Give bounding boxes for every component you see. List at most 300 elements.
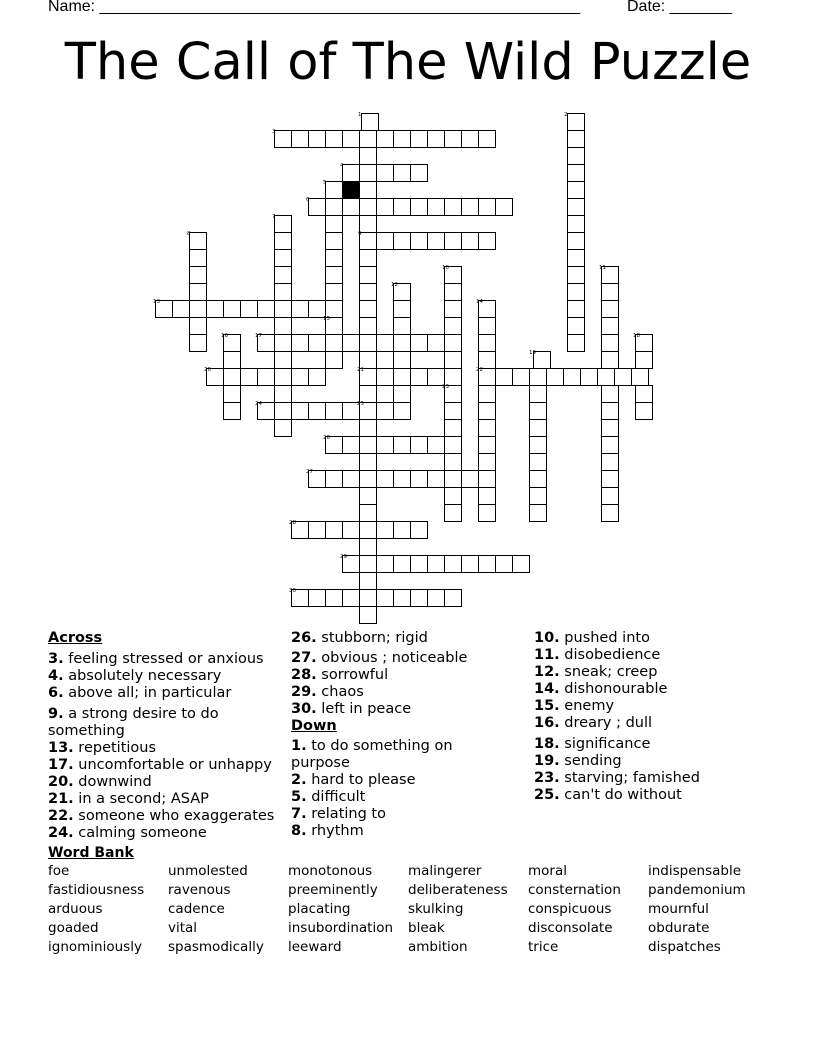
grid-cell[interactable] (275, 284, 292, 301)
grid-cell[interactable] (445, 284, 462, 301)
grid-cell[interactable] (326, 301, 343, 318)
clue-text: hard to please (311, 772, 416, 788)
grid-cell[interactable] (428, 233, 445, 250)
grid-cell[interactable] (530, 505, 547, 522)
grid-cell[interactable] (445, 556, 462, 573)
grid-cell[interactable] (602, 386, 619, 403)
grid-cell[interactable] (496, 556, 513, 573)
grid-cell[interactable] (326, 216, 343, 233)
grid-cell[interactable] (224, 369, 241, 386)
grid-cell[interactable] (602, 403, 619, 420)
grid-cell[interactable] (224, 386, 241, 403)
grid-cell[interactable] (360, 607, 377, 624)
grid-cell[interactable] (360, 471, 377, 488)
grid-cell[interactable] (275, 386, 292, 403)
word-bank-word: disconsolate (528, 920, 613, 936)
grid-cell[interactable] (445, 131, 462, 148)
grid-cell[interactable] (479, 556, 496, 573)
grid-cell[interactable] (462, 471, 479, 488)
word-bank-word: moral (528, 863, 567, 879)
grid-cell[interactable] (636, 386, 653, 403)
grid-cell[interactable] (360, 182, 377, 199)
grid-cell[interactable] (326, 131, 343, 148)
grid-cell[interactable] (445, 369, 462, 386)
grid-cell[interactable] (326, 250, 343, 267)
grid-cell[interactable] (479, 420, 496, 437)
grid-cell[interactable] (598, 369, 615, 386)
grid-cell[interactable] (568, 114, 585, 131)
grid-cell[interactable] (513, 556, 530, 573)
clue-number: 27. (291, 650, 317, 666)
word-bank-word: cadence (168, 901, 225, 917)
grid-cell[interactable] (568, 199, 585, 216)
grid-cell[interactable] (326, 182, 343, 199)
grid-cell[interactable] (479, 471, 496, 488)
grid-cell[interactable] (615, 369, 632, 386)
grid-clue-number: 18 (633, 333, 640, 339)
grid-cell[interactable] (534, 352, 551, 369)
grid-cell[interactable] (275, 420, 292, 437)
grid-clue-number: 7 (272, 214, 276, 220)
grid-cell[interactable] (275, 267, 292, 284)
grid-cell[interactable] (360, 420, 377, 437)
grid-cell[interactable] (445, 301, 462, 318)
clue-across-27 (291, 650, 526, 667)
clue-down-19 (534, 753, 769, 770)
grid-cell[interactable] (602, 437, 619, 454)
word-bank-word: ignominiously (48, 939, 142, 955)
grid-cell[interactable] (326, 352, 343, 369)
grid-cell[interactable] (445, 420, 462, 437)
word-bank-word: unmolested (168, 863, 248, 879)
grid-cell[interactable] (275, 403, 292, 420)
grid-cell[interactable] (377, 165, 394, 182)
grid-cell[interactable] (224, 403, 241, 420)
grid-cell[interactable] (343, 335, 360, 352)
grid-cell[interactable] (326, 284, 343, 301)
grid-cell[interactable] (326, 233, 343, 250)
grid-cell[interactable] (479, 454, 496, 471)
grid-cell[interactable] (530, 437, 547, 454)
grid-cell[interactable] (411, 199, 428, 216)
grid-cell[interactable] (224, 301, 241, 318)
grid-cell[interactable] (411, 131, 428, 148)
grid-cell[interactable] (530, 454, 547, 471)
grid-cell[interactable] (360, 284, 377, 301)
grid-cell[interactable] (445, 199, 462, 216)
grid-cell[interactable] (445, 590, 462, 607)
grid-cell[interactable] (190, 335, 207, 352)
grid-cell[interactable] (479, 233, 496, 250)
grid-cell[interactable] (360, 539, 377, 556)
grid-cell[interactable] (292, 131, 309, 148)
grid-cell[interactable] (636, 403, 653, 420)
grid-cell[interactable] (530, 403, 547, 420)
grid-cell[interactable] (428, 369, 445, 386)
grid-cell[interactable] (275, 216, 292, 233)
grid-cell[interactable] (445, 488, 462, 505)
grid-cell[interactable] (411, 471, 428, 488)
grid-cell[interactable] (568, 267, 585, 284)
grid-cell[interactable] (411, 369, 428, 386)
grid-cell[interactable] (568, 301, 585, 318)
clue-across-29 (291, 684, 526, 701)
clue-number: 6. (48, 685, 64, 701)
grid-clue-number: 15 (323, 316, 330, 322)
grid-cell[interactable] (462, 131, 479, 148)
clue-across-17 (48, 757, 283, 774)
grid-cell[interactable] (445, 352, 462, 369)
grid-cell[interactable] (292, 403, 309, 420)
grid-cell[interactable] (479, 335, 496, 352)
word-bank-word: trice (528, 939, 559, 955)
word-bank-word: foe (48, 863, 70, 879)
grid-cell[interactable] (568, 233, 585, 250)
word-bank-word: leeward (288, 939, 342, 955)
grid-cell[interactable] (602, 420, 619, 437)
clue-number: 26. (291, 630, 317, 646)
grid-cell[interactable] (568, 131, 585, 148)
grid-cell[interactable] (326, 267, 343, 284)
grid-cell[interactable] (394, 437, 411, 454)
grid-cell[interactable] (360, 301, 377, 318)
grid-cell[interactable] (602, 505, 619, 522)
grid-cell[interactable] (360, 590, 377, 607)
grid-cell[interactable] (568, 148, 585, 165)
grid-cell[interactable] (309, 335, 326, 352)
grid-cell[interactable] (445, 471, 462, 488)
grid-cell[interactable] (394, 386, 411, 403)
grid-cell[interactable] (258, 369, 275, 386)
grid-cell[interactable] (360, 556, 377, 573)
clue-text: in a second; ASAP (78, 791, 209, 807)
grid-cell[interactable] (632, 369, 649, 386)
clue-text: pushed into (564, 630, 650, 646)
grid-cell[interactable] (360, 573, 377, 590)
clue-across-22 (48, 808, 283, 825)
clue-number: 17. (48, 757, 74, 773)
grid-clue-number: 3 (272, 129, 276, 135)
grid-cell[interactable] (241, 369, 258, 386)
word-bank-word: consternation (528, 882, 621, 898)
grid-cell[interactable] (602, 352, 619, 369)
grid-cell[interactable] (326, 471, 343, 488)
grid-cell[interactable] (360, 437, 377, 454)
grid-cell[interactable] (173, 301, 190, 318)
grid-cell[interactable] (190, 301, 207, 318)
grid-cell[interactable] (411, 437, 428, 454)
grid-cell[interactable] (377, 403, 394, 420)
grid-cell[interactable] (394, 131, 411, 148)
grid-cell[interactable] (360, 352, 377, 369)
grid-cell[interactable] (360, 505, 377, 522)
clue-down-25 (534, 787, 769, 804)
grid-cell[interactable] (309, 369, 326, 386)
grid-cell[interactable] (445, 454, 462, 471)
grid-cell[interactable] (445, 505, 462, 522)
puzzle-title: The Call of The Wild Puzzle (64, 33, 752, 92)
clue-text: sorrowful (321, 667, 389, 683)
clue-number: 21. (48, 791, 74, 807)
clues-column-2 (291, 630, 526, 840)
grid-cell[interactable] (394, 233, 411, 250)
grid-cell[interactable] (377, 437, 394, 454)
grid-cell[interactable] (207, 301, 224, 318)
grid-cell[interactable] (360, 165, 377, 182)
grid-cell[interactable] (326, 403, 343, 420)
grid-cell[interactable] (602, 488, 619, 505)
grid-cell[interactable] (190, 284, 207, 301)
grid-cell[interactable] (428, 131, 445, 148)
grid-cell[interactable] (568, 250, 585, 267)
grid-cell[interactable] (326, 522, 343, 539)
grid-cell[interactable] (377, 233, 394, 250)
grid-cell[interactable] (377, 199, 394, 216)
clue-across-9 (48, 706, 273, 740)
grid-cell[interactable] (394, 522, 411, 539)
grid-cell[interactable] (275, 369, 292, 386)
grid-cell[interactable] (394, 318, 411, 335)
grid-cell[interactable] (636, 352, 653, 369)
grid-cell[interactable] (360, 148, 377, 165)
grid-cell[interactable] (479, 199, 496, 216)
grid-cell[interactable] (445, 437, 462, 454)
clue-number: 30. (291, 701, 317, 717)
grid-cell[interactable] (292, 369, 309, 386)
clue-down-2 (291, 772, 526, 789)
grid-cell[interactable] (360, 488, 377, 505)
grid-cell[interactable] (394, 301, 411, 318)
grid-cell[interactable] (394, 199, 411, 216)
grid-cell[interactable] (602, 454, 619, 471)
grid-cell[interactable] (462, 233, 479, 250)
grid-cell[interactable] (377, 369, 394, 386)
grid-cell[interactable] (479, 403, 496, 420)
grid-cell[interactable] (462, 556, 479, 573)
grid-cell[interactable] (360, 267, 377, 284)
clue-down-7 (291, 806, 526, 823)
grid-cell[interactable] (602, 318, 619, 335)
grid-cell[interactable] (568, 216, 585, 233)
grid-cell[interactable] (568, 318, 585, 335)
grid-clue-number: 8 (187, 231, 191, 237)
grid-cell[interactable] (309, 301, 326, 318)
grid-cell[interactable] (394, 369, 411, 386)
grid-cell[interactable] (428, 471, 445, 488)
grid-cell[interactable] (343, 471, 360, 488)
grid-cell[interactable] (479, 352, 496, 369)
grid-cell[interactable] (445, 233, 462, 250)
grid-cell[interactable] (411, 335, 428, 352)
grid-cell[interactable] (190, 233, 207, 250)
clue-number: 19. (534, 753, 560, 769)
grid-cell[interactable] (360, 216, 377, 233)
grid-cell[interactable] (309, 403, 326, 420)
grid-cell[interactable] (530, 420, 547, 437)
grid-cell[interactable] (530, 471, 547, 488)
grid-cell[interactable] (394, 556, 411, 573)
grid-cell[interactable] (377, 131, 394, 148)
grid-cell[interactable] (428, 556, 445, 573)
grid-cell[interactable] (411, 522, 428, 539)
grid-cell[interactable] (343, 165, 360, 182)
grid-cell[interactable] (411, 165, 428, 182)
grid-cell[interactable] (224, 352, 241, 369)
grid-cell[interactable] (479, 505, 496, 522)
word-bank-word: ambition (408, 939, 468, 955)
grid-cell[interactable] (377, 590, 394, 607)
clue-text: feeling stressed or anxious (68, 651, 264, 667)
grid-cell[interactable] (568, 182, 585, 199)
grid-cell[interactable] (360, 522, 377, 539)
grid-cell[interactable] (602, 471, 619, 488)
grid-cell[interactable] (479, 386, 496, 403)
grid-cell[interactable] (377, 335, 394, 352)
grid-cell[interactable] (292, 335, 309, 352)
clue-text: absolutely necessary (68, 668, 222, 684)
clue-text: above all; in particular (68, 685, 232, 701)
grid-cell[interactable] (530, 488, 547, 505)
clue-number: 1. (291, 738, 307, 754)
clue-number: 7. (291, 806, 307, 822)
grid-cell[interactable] (479, 318, 496, 335)
grid-cell[interactable] (275, 250, 292, 267)
grid-cell[interactable] (479, 437, 496, 454)
word-bank-word: conspicuous (528, 901, 612, 917)
clue-text: a strong desire to do something (48, 706, 219, 739)
grid-cell[interactable] (360, 454, 377, 471)
grid-cell[interactable] (326, 590, 343, 607)
grid-cell[interactable] (360, 131, 377, 148)
clue-number: 11. (534, 647, 560, 663)
clue-down-11 (534, 647, 769, 664)
grid-cell[interactable] (496, 199, 513, 216)
grid-cell[interactable] (275, 131, 292, 148)
grid-cell[interactable] (275, 335, 292, 352)
grid-cell[interactable] (343, 199, 360, 216)
grid-cell[interactable] (564, 369, 581, 386)
grid-cell[interactable] (547, 369, 564, 386)
clue-text: chaos (321, 684, 364, 700)
grid-cell[interactable] (445, 403, 462, 420)
grid-cell[interactable] (309, 199, 326, 216)
grid-cell[interactable] (360, 250, 377, 267)
blocked-cell (343, 182, 360, 199)
grid-cell[interactable] (479, 488, 496, 505)
grid-cell[interactable] (394, 403, 411, 420)
grid-cell[interactable] (602, 301, 619, 318)
date-field-label: Date: _______ (627, 0, 732, 15)
grid-cell[interactable] (445, 335, 462, 352)
across-heading: Across (48, 630, 103, 646)
grid-clue-number: 5 (323, 180, 327, 186)
clue-number: 25. (534, 787, 560, 803)
grid-cell[interactable] (275, 233, 292, 250)
grid-cell[interactable] (428, 590, 445, 607)
grid-cell[interactable] (568, 335, 585, 352)
grid-cell[interactable] (309, 590, 326, 607)
grid-clue-number: 27 (306, 469, 313, 475)
grid-cell[interactable] (309, 522, 326, 539)
grid-cell[interactable] (360, 233, 377, 250)
grid-cell[interactable] (462, 199, 479, 216)
grid-cell[interactable] (602, 335, 619, 352)
grid-cell[interactable] (360, 386, 377, 403)
grid-cell[interactable] (362, 114, 379, 131)
grid-cell[interactable] (530, 369, 547, 386)
grid-cell[interactable] (394, 352, 411, 369)
grid-cell[interactable] (360, 335, 377, 352)
grid-cell[interactable] (530, 386, 547, 403)
grid-clue-number: 4 (340, 163, 344, 169)
grid-cell[interactable] (377, 522, 394, 539)
clue-number: 12. (534, 664, 560, 680)
grid-cell[interactable] (394, 165, 411, 182)
grid-cell[interactable] (411, 233, 428, 250)
grid-clue-number: 25 (357, 401, 364, 407)
grid-cell[interactable] (190, 267, 207, 284)
grid-cell[interactable] (411, 590, 428, 607)
grid-clue-number: 17 (255, 333, 262, 339)
clue-text: starving; famished (564, 770, 700, 786)
grid-cell[interactable] (428, 437, 445, 454)
grid-cell[interactable] (411, 556, 428, 573)
grid-cell[interactable] (394, 471, 411, 488)
grid-cell[interactable] (394, 590, 411, 607)
grid-cell[interactable] (292, 301, 309, 318)
grid-clue-number: 6 (306, 197, 310, 203)
grid-clue-number: 23 (442, 384, 449, 390)
word-bank-word: indispensable (648, 863, 742, 879)
grid-cell[interactable] (190, 250, 207, 267)
grid-cell[interactable] (602, 284, 619, 301)
grid-cell[interactable] (343, 522, 360, 539)
clue-down-23 (534, 770, 769, 787)
grid-cell[interactable] (479, 131, 496, 148)
grid-cell[interactable] (326, 335, 343, 352)
clue-across-24 (48, 825, 283, 842)
grid-cell[interactable] (445, 318, 462, 335)
grid-cell[interactable] (326, 199, 343, 216)
grid-cell[interactable] (275, 318, 292, 335)
grid-cell[interactable] (360, 318, 377, 335)
grid-cell[interactable] (190, 318, 207, 335)
grid-cell[interactable] (496, 369, 513, 386)
grid-cell[interactable] (428, 199, 445, 216)
grid-cell[interactable] (581, 369, 598, 386)
grid-cell[interactable] (568, 165, 585, 182)
grid-cell[interactable] (428, 335, 445, 352)
grid-cell[interactable] (568, 284, 585, 301)
grid-cell[interactable] (275, 301, 292, 318)
grid-cell[interactable] (343, 590, 360, 607)
grid-cell[interactable] (343, 437, 360, 454)
grid-cell[interactable] (377, 471, 394, 488)
grid-cell[interactable] (258, 301, 275, 318)
word-bank-word: dispatches (648, 939, 721, 955)
grid-cell[interactable] (513, 369, 530, 386)
clue-text: relating to (311, 806, 386, 822)
grid-cell[interactable] (343, 131, 360, 148)
grid-cell[interactable] (377, 556, 394, 573)
grid-cell[interactable] (241, 301, 258, 318)
clue-text: can't do without (564, 787, 682, 803)
grid-cell[interactable] (275, 352, 292, 369)
grid-clue-number: 16 (221, 333, 228, 339)
grid-cell[interactable] (309, 131, 326, 148)
grid-cell[interactable] (394, 335, 411, 352)
grid-cell[interactable] (360, 199, 377, 216)
